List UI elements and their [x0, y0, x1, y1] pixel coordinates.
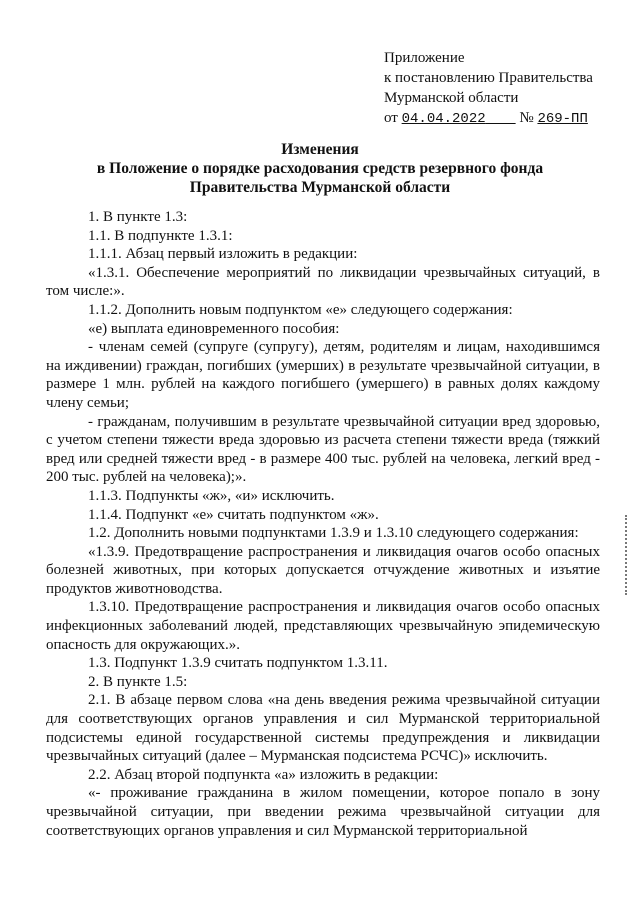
title-line-3: Правительства Мурманской области [189, 179, 451, 196]
paragraph: 1.3. Подпункт 1.3.9 считать подпунктом 1.3.11. [88, 655, 388, 672]
appendix-line-3: Мурманской области [384, 90, 519, 106]
date-prefix: от [384, 110, 398, 126]
number-prefix: № [519, 110, 534, 126]
paragraph: 1.1.2. Дополнить новым подпунктом «е» следующего содержания: [88, 301, 513, 318]
document-date: 04.04.2022 [401, 111, 486, 127]
paragraph: 1.3.10. Предотвращение распространения и ликвидация очагов особо опасных инфекционных заболеваний людей, представляющих чрезвычайную эпидемическую опасность для окружающих.». [46, 599, 600, 653]
paragraph: «- проживание гражданина в жилом помещении, которое попало в зону чрезвычайной ситуации, при введении режима чрезвычайной ситуации для соответствующих органов управления и сил Мурманской территориальной [46, 785, 600, 839]
paragraph: - членам семей (супруге (супругу), детям, родителям и лицам, находившимся на иждивении) граждан, погибших (умерших) в результате чрезвычайной ситуации, в размере 1 млн. рублей на каждого погибшего (умершего) в равных долях каждому члену семьи; [46, 339, 600, 411]
paragraph: «1.3.9. Предотвращение распространения и ликвидация очагов особо опасных болезней животных, при которых допускается отчуждение животных и изъятие продуктов животноводства. [46, 543, 600, 597]
paragraph: 1.1. В подпункте 1.3.1: [88, 227, 233, 244]
paragraph: 1.1.1. Абзац первый изложить в редакции: [88, 246, 358, 263]
title-line-2: в Положение о порядке расходования средств резервного фонда [96, 160, 544, 177]
title-line-1: Изменения [281, 141, 359, 158]
appendix-line-2: к постановлению Правительства [384, 70, 593, 86]
margin-mark [625, 515, 635, 595]
paragraph: 2.1. В абзаце первом слова «на день введения режима чрезвычайной ситуации для соответствующих органов управления и сил Мурманской территориальной подсистемы единой государственной системы предупреждения и ликвидации чрезвычайных ситуаций (далее – Мурманская подсистема РСЧС)» исключить. [46, 692, 600, 765]
paragraph: - гражданам, получившим в результате чрезвычайной ситуации вред здоровью, с учетом степени тяжести вреда здоровью из расчета степени тяжести вреда (тяжкий вред или средней тяжести вред - в размере 400 тыс. рублей на человека, легкий вред - 200 тыс. рублей на человека);». [46, 413, 600, 486]
paragraph: 1.1.3. Подпункты «ж», «и» исключить. [88, 487, 335, 504]
paragraph: 2.2. Абзац второй подпункта «а» изложить в редакции: [88, 766, 439, 783]
appendix-date-line [384, 108, 624, 129]
document-body [46, 208, 600, 840]
paragraph: 2. В пункте 1.5: [88, 673, 188, 690]
appendix-block [384, 48, 624, 129]
appendix-line-1: Приложение [384, 50, 465, 66]
paragraph: «е) выплата единовременного пособия: [88, 320, 340, 337]
document-number: 269-ПП [537, 111, 588, 127]
document-title [40, 140, 600, 197]
paragraph: 1.2. Дополнить новыми подпунктами 1.3.9 и 1.3.10 следующего содержания: [88, 525, 579, 542]
paragraph: «1.3.1. Обеспечение мероприятий по ликвидации чрезвычайных ситуаций, в том числе:». [46, 264, 600, 300]
paragraph: 1.1.4. Подпункт «е» считать подпунктом «ж». [88, 506, 379, 523]
paragraph: 1. В пункте 1.3: [88, 209, 188, 225]
